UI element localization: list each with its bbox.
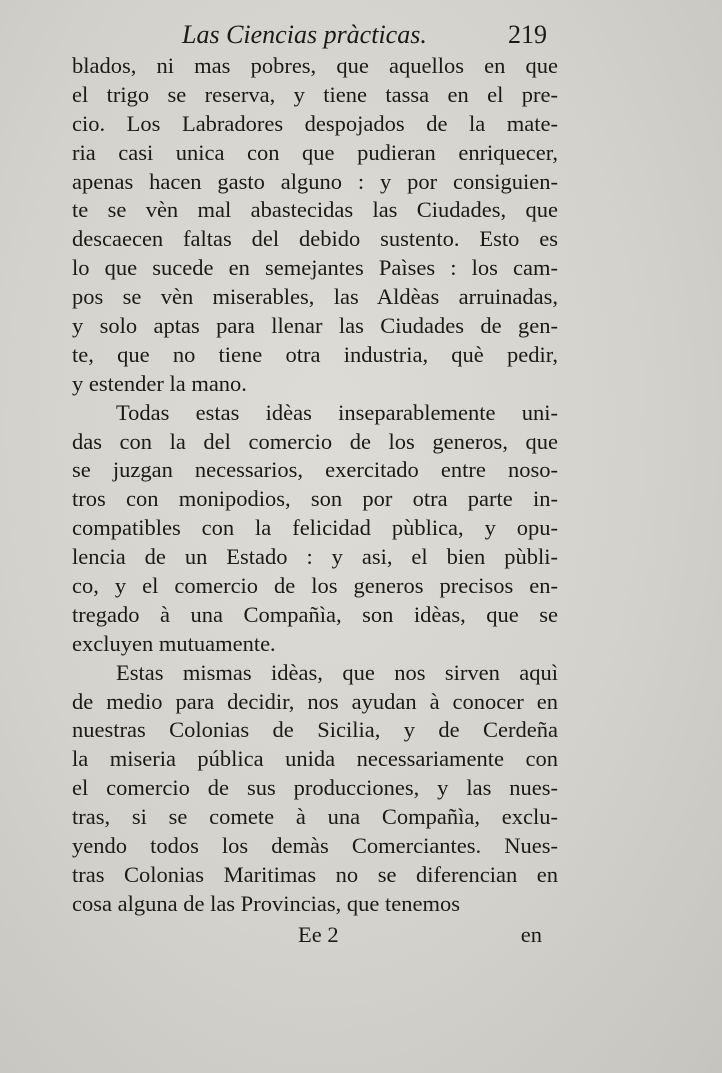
text-line: pos se vèn miserables, las Aldèas arruinadas, <box>72 284 558 310</box>
page-header <box>182 18 547 52</box>
catchword: en <box>520 922 542 947</box>
text-line: blados, ni mas pobres, que aquellos en que <box>72 53 558 78</box>
page-number: 219 <box>508 20 547 49</box>
text-line: nuestras Colonias de Sicilia, y de Cerdeña <box>72 717 558 743</box>
paragraph <box>72 659 558 919</box>
paragraph <box>72 52 558 399</box>
text-line: descaecen faltas del debido sustento. Esto es <box>72 226 558 252</box>
text-line: Todas estas idèas inseparablemente uni- <box>116 399 558 425</box>
paragraph <box>72 399 558 659</box>
text-line: y solo aptas para llenar las Ciudades de gen- <box>72 313 558 339</box>
text-line: el trigo se reserva, y tiene tassa en el pre- <box>72 81 558 107</box>
text-line: y estender la mano. <box>72 370 247 396</box>
text-line: cosa alguna de las Provincias, que tenemos <box>72 890 461 916</box>
text-line: te, que no tiene otra industria, què pedir, <box>72 341 558 367</box>
page-footer <box>72 922 558 952</box>
text-line: tros con monipodios, son por otra parte in- <box>72 486 558 512</box>
text-line: la miseria pública unida necessariamente con <box>72 746 558 772</box>
text-line: te se vèn mal abastecidas las Ciudades, que <box>72 197 558 223</box>
text-line: lo que sucede en semejantes Paìses : los cam- <box>72 255 558 281</box>
text-line: lencia de un Estado : y asi, el bien pùbli- <box>72 544 558 570</box>
running-title: Las Ciencias pràcticas. <box>182 20 427 49</box>
text-line: co, y el comercio de los generos precisos en- <box>72 573 558 599</box>
text-line: tras Colonias Maritimas no se diferencian en <box>72 861 558 887</box>
text-line: tregado à una Compañìa, son idèas, que se <box>72 601 558 627</box>
text-line: tras, si se comete à una Compañìa, exclu- <box>72 804 558 830</box>
text-line: de medio para decidir, nos ayudan à conocer en <box>72 688 558 714</box>
text-line: cio. Los Labradores despojados de la mate- <box>72 110 558 136</box>
text-line: se juzgan necessarios, exercitado entre noso- <box>72 457 558 483</box>
text-line: compatibles con la felicidad pùblica, y opu- <box>72 515 558 541</box>
text-line: el comercio de sus producciones, y las nues- <box>72 775 558 801</box>
text-line: yendo todos los demàs Comerciantes. Nues- <box>72 833 558 859</box>
signature-mark: Ee 2 <box>298 922 339 947</box>
text-line: Estas mismas idèas, que nos sirven aquì <box>116 659 558 685</box>
text-line: das con la del comercio de los generos, que <box>72 428 558 454</box>
text-line: excluyen mutuamente. <box>72 630 276 656</box>
text-line: ria casi unica con que pudieran enriquecer, <box>72 139 558 165</box>
body-text <box>72 52 558 919</box>
text-line: apenas hacen gasto alguno : y por consiguien- <box>72 168 558 194</box>
